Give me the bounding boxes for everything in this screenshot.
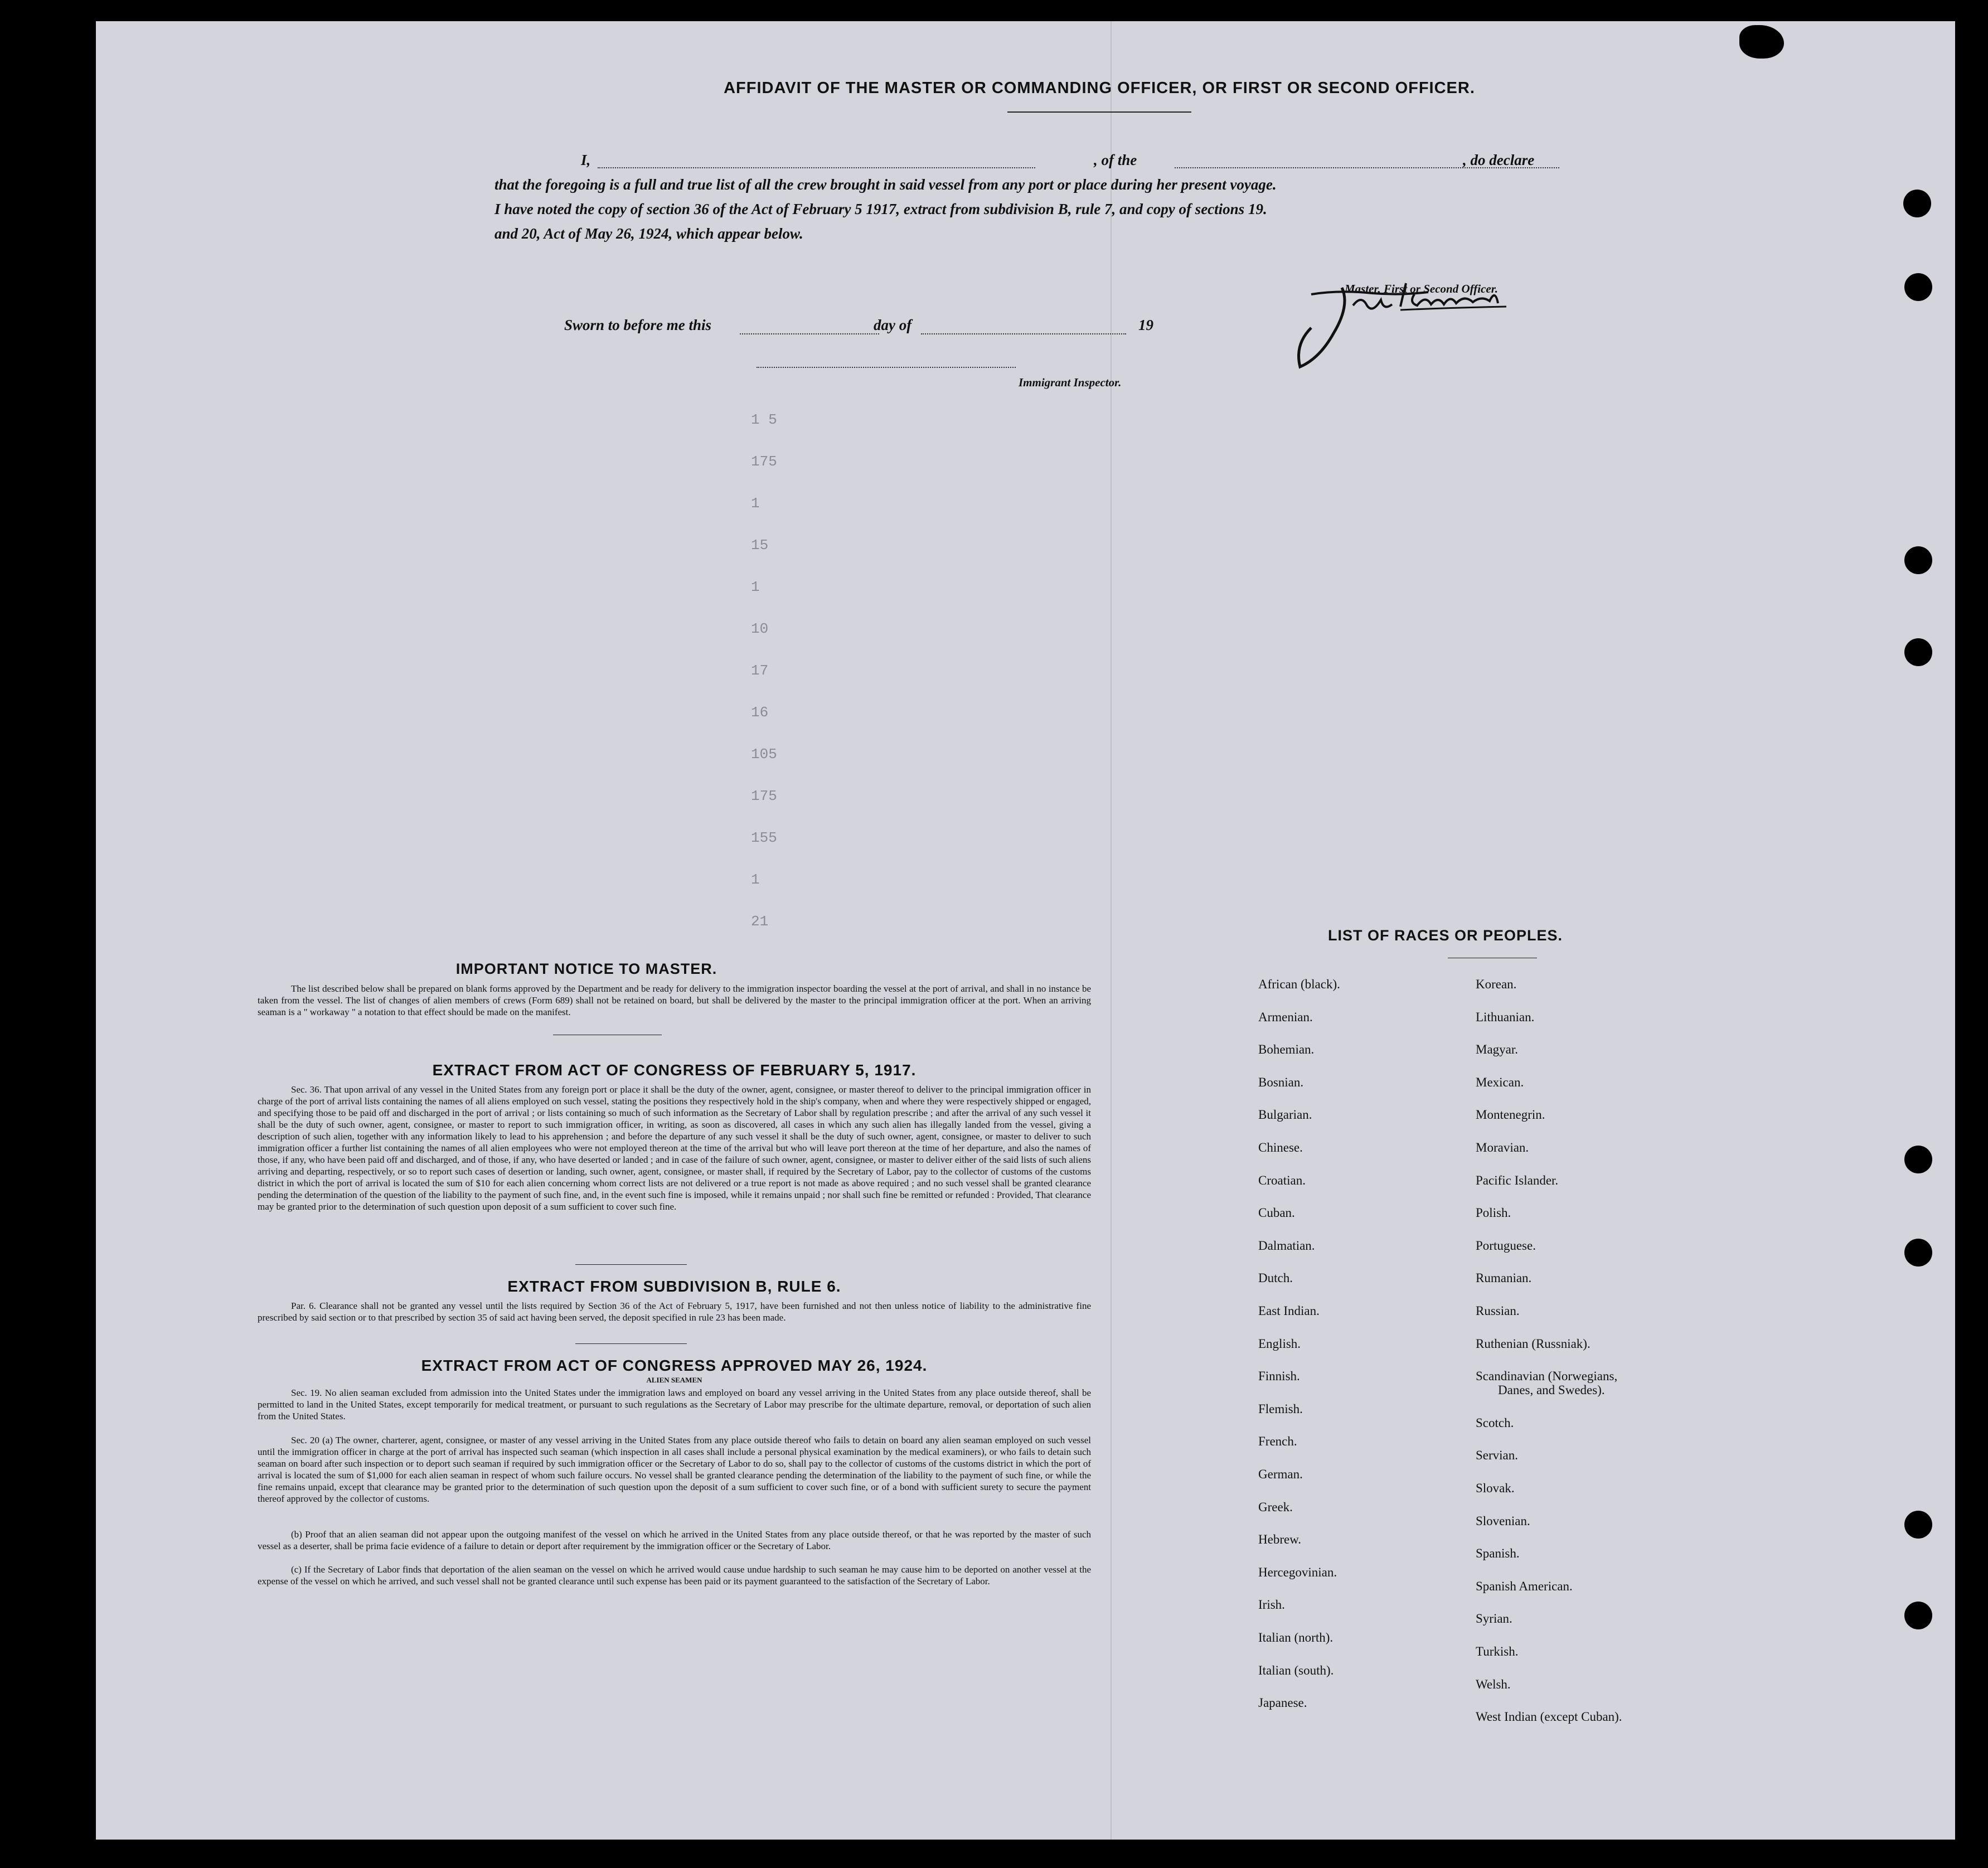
affidavit-line-2: that the foregoing is a full and true list of all the crew brought in said vessel from any port or place during her present voyage. [494,176,1277,193]
sworn-month-blank [921,333,1126,334]
inspector-blank [757,367,1016,368]
race-item: Mexican. [1476,1075,1524,1089]
race-item: Finnish. [1258,1369,1300,1384]
race-item: Greek. [1258,1500,1293,1514]
page-fold [1111,21,1112,1840]
race-item: Italian (north). [1258,1631,1334,1644]
bleed-through-number: 21 [751,913,769,930]
extract-1924-title: EXTRACT FROM ACT OF CONGRESS APPROVED MAY 26, 1924. [421,1357,928,1374]
race-item: Irish. [1258,1598,1285,1612]
extract-1924-sec19: Sec. 19. No alien seaman excluded from admission into the United States under the immigration laws and employed on board any vessel arriving in the United States from any place outside thereof, shall be permitted to land in the United States, except temporarily for medical treatment, or pursuant to such regulations as the Secretary of Labor may prescribe for the ultimate departure, removal, or deportation of such alien from the United States. [258,1387,1091,1421]
punch-hole [1903,190,1931,217]
race-item: Rumanian. [1476,1271,1532,1285]
race-item: Croatian. [1258,1173,1306,1187]
race-item: Korean. [1476,977,1517,991]
punch-hole [1904,1239,1932,1267]
race-item: Danes, and Swedes). [1498,1383,1605,1398]
bleed-through-number: 1 [751,579,760,595]
bleed-through-number: 10 [751,620,769,637]
punch-hole [1904,546,1932,574]
extract-1924-sec20c: (c) If the Secretary of Labor finds that deportation of the alien seaman on the vessel on which he arrived would cause undue hardship to such seaman he may cause him to be deported on another vessel at the expense of the vessel on which he arrived, and such vessel shall not be granted clearance until such expense has been paid or its payment guaranteed to the satisfaction of the Secretary of Labor. [258,1564,1091,1586]
notice-title: IMPORTANT NOTICE TO MASTER. [455,960,717,977]
race-item: Scandinavian (Norwegians, [1476,1369,1618,1384]
race-item: Cuban. [1258,1206,1295,1220]
race-item: German. [1258,1467,1303,1481]
race-item: Portuguese. [1476,1238,1536,1253]
day-of-label: day of [874,317,912,333]
bleed-through-number: 1 [751,495,760,512]
race-item: Moravian. [1476,1141,1529,1154]
race-item: Hebrew. [1258,1532,1302,1547]
bleed-through-number: 155 [751,829,777,846]
inspector-caption: Immigrant Inspector. [1019,376,1122,389]
bleed-through-number: 1 5 [751,411,777,428]
race-item: Spanish American. [1476,1579,1573,1593]
punch-hole [1904,638,1932,666]
subdivision-title: EXTRACT FROM SUBDIVISION B, RULE 6. [507,1278,841,1295]
punch-hole [1904,273,1932,301]
race-item: Bulgarian. [1258,1108,1312,1122]
punch-hole [1904,1511,1932,1539]
race-item: Spanish. [1476,1546,1520,1561]
bleed-through-number: 175 [751,788,777,804]
signer-caption: Master, First or Second Officer. [1345,282,1498,295]
extract-1917-title: EXTRACT FROM ACT OF CONGRESS OF FEBRUARY 5, 1917. [432,1061,917,1079]
race-item: Scotch. [1476,1415,1514,1430]
affidavit-line-3: I have noted the copy of section 36 of the Act of February 5 1917, extract from subdivision B, rule 7, and copy of sections 19. [494,201,1267,217]
affidavit-i-label: I, [581,152,591,168]
race-item: Chinese. [1258,1141,1303,1154]
race-item: Servian. [1476,1448,1519,1463]
bleed-through-number: 17 [751,662,769,679]
extract-1917-body: Sec. 36. That upon arrival of any vessel in the United States from any foreign port or place it shall be the duty of the owner, agent, consignee, or master thereof to deliver to the principal immigration officer in charge of the port of arrival lists containing the names of all aliens employed on such vessel, stating the positions they respectively hold in the ship's company, when and where they were respectively shipped or engaged, and specifying those to be paid off and discharged in the port of arrival ; or lists containing so much of such information as the Secretary of Labor shall by regulation prescribe ; and after the arrival of any such vessel it shall be the duty of such owner, agent, consignee, or master to report to such immigration officer, in writing, as soon as discovered, all cases in which any such alien has illegally landed from the vessel, giving a description of such alien, together with any information likely to lead to his apprehension ; and before the departure of any such vessel it shall be the duty of such owner, agent, consignee, or master to deliver to such immigration officer a further list containing the names of all alien employees who were not employed thereon at the time of the arrival but who will leave port thereon at the time of her departure, and also the names of those, if any, who have been paid off and discharged, and of those, if any, who have deserted or landed ; and in case of the failure of such owner, agent, consignee, or master to deliver either of the said lists of such aliens arriving and departing, respectively, or so to report such cases of desertion or landing, such owner, agent, consignee, or master shall, if required by the Secretary of Labor, pay to the collector of customs of the customs district in which the port of arrival is located the sum of $10 for each alien concerning whom correct lists are not delivered or a true report is not made as above required ; and no such vessel shall be granted clearance pending the determination of the question of the liability to the payment of such fine, and, in the event such fine is imposed, while it remains unpaid ; nor shall such fine be remitted or refunded : Provided, That clearance may be granted prior to the determination of such question upon deposit of a sum sufficient to cover such fine. [258,1084,1091,1212]
bleed-through-number: 1 [751,871,760,888]
race-item: Magyar. [1476,1042,1519,1057]
punch-hole [1904,1146,1932,1173]
of-the-label: , of the [1094,152,1137,168]
race-item: French. [1258,1434,1297,1449]
race-item: Bohemian. [1258,1042,1315,1057]
race-item: East Indian. [1258,1304,1320,1318]
extract-1924-sec20a: Sec. 20 (a) The owner, charterer, agent, consignee, or master of any vessel arriving in the United States from any place outside thereof who fails to detain on board any alien seaman employed on such vessel until the immigration officer in charge at the port of arrival has inspected such seaman (which inspection in all cases shall include a personal physical examination by the medical examiners), or who fails to detain such seaman on board after such inspection or to deport such seaman if required by such immigration officer or the Secretary of Labor to do so, shall pay to the collector of customs of the customs district in which the port of arrival is located the sum of $1,000 for each alien seaman in respect of whom such failure occurs. No vessel shall be granted clearance pending the determination of the liability to the payment of such fine, or while the fine remains unpaid, except that clearance may be granted prior to the determination of such question upon the deposit of a sum sufficient to cover such fine, or of a bond with sufficient surety to secure the payment thereof approved by the collector of customs. [258,1435,1091,1504]
race-item: Ruthenian (Russniak). [1476,1336,1591,1351]
bleed-through-number: 175 [751,453,777,470]
title-underline [1007,111,1191,113]
race-item: Montenegrin. [1476,1108,1545,1122]
extract-1924-sec20b: (b) Proof that an alien seaman did not appear upon the outgoing manifest of the vessel on which he arrived in the United States from any place outside thereof, or that he was reported by the master of such vessel as a deserter, shall be prima facie evidence of a failure to detain or deport after requirement by the immigration officer or the Secretary of Labor. [258,1529,1091,1551]
bleed-through-number: 15 [751,537,769,554]
notice-body: The list described below shall be prepared on blank forms approved by the Department and be ready for delivery to the immigration inspector boarding the vessel at the port of arrival, and shall in no instance be taken from the vessel. The list of changes of alien members of crews (Form 689) shall not be retained on board, but shall be delivered by the master to the principal immigration officer at the port. When an arriving seaman is a " workaway " a notation to that effect should be made on the manifest. [258,983,1091,1017]
race-item: Japanese. [1258,1696,1307,1710]
master-signature [1289,261,1623,372]
race-item: Bosnian. [1258,1075,1304,1089]
sworn-label: Sworn to before me this [564,317,712,333]
race-item: Pacific Islander. [1476,1173,1559,1187]
sworn-date-blank [740,333,879,334]
race-item: Turkish. [1476,1644,1519,1658]
alien-seamen-subhead: ALIEN SEAMEN [646,1376,702,1384]
signature-drawing [1289,261,1623,372]
document-sheet [96,21,1955,1840]
bleed-through-number: 16 [751,704,769,721]
do-declare-label: , do declare [1463,152,1535,168]
race-item: Welsh. [1476,1677,1511,1691]
name-blank [598,167,1035,168]
subdivision-divider [575,1343,687,1344]
race-item: Flemish. [1258,1401,1303,1416]
extract-1917-divider [575,1264,687,1265]
subdivision-body: Par. 6. Clearance shall not be granted any vessel until the lists required by Section 36 of the Act of February 5, 1917, have been furnished and not then unless notice of liability to the administrative fine prescribed by said section or to that prescribed by section 35 of said act having been served, the deposit specified in rule 23 has been made. [258,1301,1091,1323]
affidavit-title: AFFIDAVIT OF THE MASTER OR COMMANDING OFFICER, OR FIRST OR SECOND OFFICER. [724,79,1475,97]
race-item: Hercegovinian. [1258,1565,1337,1579]
race-item: Italian (south). [1258,1663,1334,1677]
race-item: African (black). [1258,977,1340,991]
race-item: Dutch. [1258,1271,1293,1285]
race-item: Lithuanian. [1476,1010,1535,1024]
race-item: Armenian. [1258,1010,1313,1024]
bleed-through-number: 105 [751,746,777,763]
affidavit-line-4: and 20, Act of May 26, 1924, which appear below. [494,225,803,242]
race-item: Dalmatian. [1258,1238,1315,1253]
race-item: Polish. [1476,1206,1511,1220]
sworn-year: 19 [1138,317,1153,333]
race-item: Syrian. [1476,1612,1512,1626]
race-item: Slovak. [1476,1481,1515,1495]
race-item: Slovenian. [1476,1513,1530,1528]
races-title: LIST OF RACES OR PEOPLES. [1328,927,1563,944]
race-item: Russian. [1476,1304,1520,1318]
race-item: English. [1258,1336,1301,1351]
punch-hole [1904,1602,1932,1629]
race-item: West Indian (except Cuban). [1476,1710,1622,1724]
